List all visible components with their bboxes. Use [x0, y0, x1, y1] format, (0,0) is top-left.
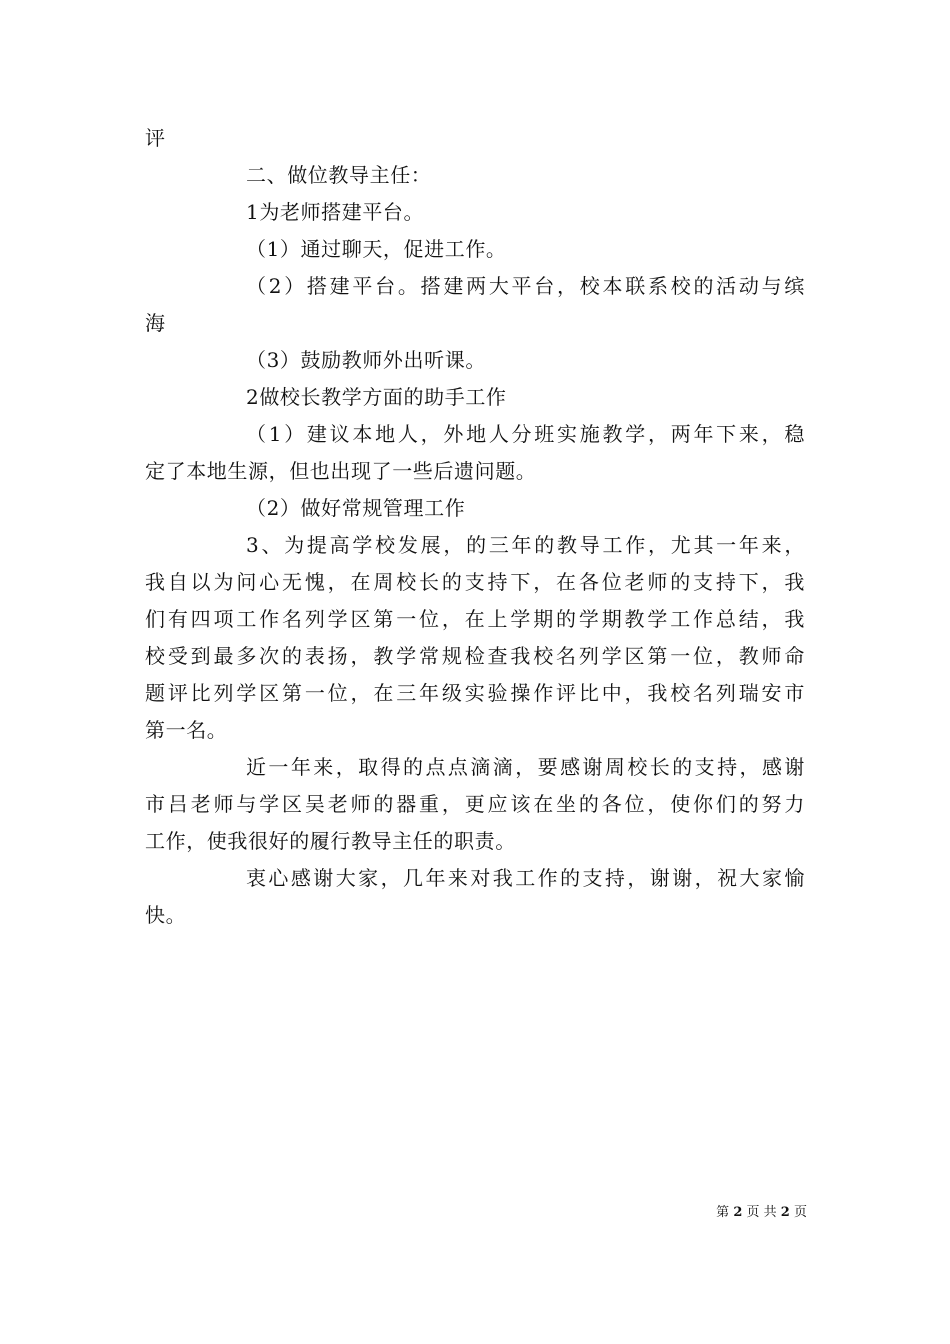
current-page-number: 2: [733, 1205, 743, 1220]
paragraph-line: 第一名。: [145, 718, 228, 742]
paragraph-line: 快。: [145, 903, 187, 927]
paragraph-line: 我自以为问心无愧，在周校长的支持下，在各位老师的支持下，我: [145, 570, 805, 594]
section-heading: 二、做位教导主任：: [246, 163, 432, 187]
footer-middle: 页 共: [746, 1205, 777, 1220]
paragraph-line: 校受到最多次的表扬，教学常规检查我校名列学区第一位，教师命: [145, 644, 805, 668]
list-item: （3）鼓励教师外出听课。: [246, 348, 486, 372]
paragraph-line: 工作，使我很好的履行教导主任的职责。: [145, 829, 516, 853]
footer-prefix: 第: [716, 1205, 730, 1220]
list-item: （1）建议本地人，外地人分班实施教学，两年下来，稳: [246, 422, 805, 446]
paragraph-line: 市吕老师与学区吴老师的器重，更应该在坐的各位，使你们的努力: [145, 792, 805, 816]
list-item: （2）做好常规管理工作: [246, 496, 466, 520]
text-line: 评: [145, 126, 166, 150]
page-footer: [716, 1204, 807, 1222]
list-item: （1）通过聊天，促进工作。: [246, 237, 507, 261]
total-pages-number: 2: [780, 1205, 790, 1220]
text-line: 定了本地生源，但也出现了一些后遗问题。: [145, 459, 537, 483]
paragraph-line: 题评比列学区第一位，在三年级实验操作评比中，我校名列瑞安市: [145, 681, 805, 705]
paragraph-line: 衷心感谢大家，几年来对我工作的支持，谢谢，祝大家愉: [246, 866, 805, 890]
paragraph-line: 们有四项工作名列学区第一位，在上学期的学期教学工作总结，我: [145, 607, 805, 631]
paragraph-line: 3、为提高学校发展，的三年的教导工作，尤其一年来，: [246, 533, 805, 557]
footer-suffix: 页: [793, 1205, 807, 1220]
list-item: （2）搭建平台。搭建两大平台，校本联系校的活动与缤: [246, 274, 805, 298]
text-line: 海: [145, 311, 166, 335]
subsection-heading: 1为老师搭建平台。: [246, 200, 425, 224]
subsection-heading: 2做校长教学方面的助手工作: [246, 385, 507, 409]
paragraph-line: 近一年来，取得的点点滴滴，要感谢周校长的支持，感谢: [246, 755, 805, 779]
